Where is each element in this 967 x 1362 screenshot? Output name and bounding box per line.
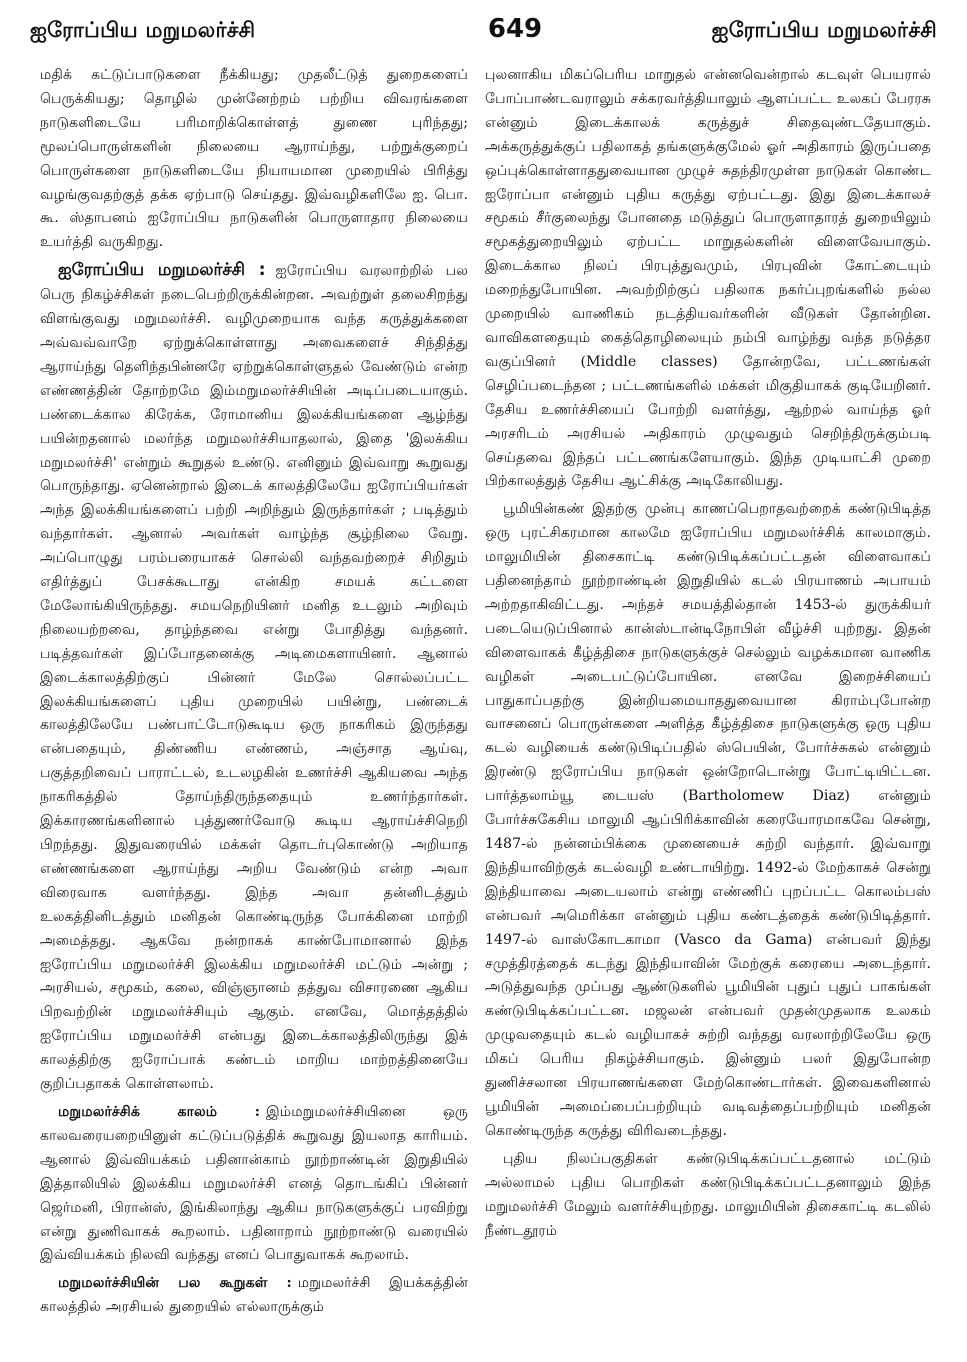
page-header — [30, 14, 937, 54]
page-number: 649 — [487, 14, 543, 44]
paragraph-continued: மதிக் கட்டுப்பாடுகளை நீக்கியது; முதலீட்டுத் துறைகளைப் பெருக்கியது; தொழில் முன்னேற்றம் பற்றிய விவரங்களை நாடுகளிடையே பரிமாறிக்கொள்ளத் துணை புரிந்தது; மூலப்பொருள்களின் நிலையை ஆராய்ந்து, பற்றுக்குறைப் பொருள்களை நாடுகளிடையே நியாயமான முறையில் பிரித்து வழங்குவதற்குத் தக்க ஏற்பாடு செய்தது. இவ்வழிகளிலே ஐ. பொ. கூ. ஸ்தாபனம் ஐரோப்பிய நாடுகளின் பொருளாதார நிலையை உயர்த்தி வருகிறது. — [40, 67, 468, 251]
paragraph-new-lands: புதிய நிலப்பகுதிகள் கண்டுபிடிக்கப்பட்டதனால் மட்டும் அல்லாமல் புதிய பொறிகள் கண்டுபிடிக்கப்பட்டதனாலும் இந்த மறுமலர்ச்சி மேலும் வளர்ச்சியுற்றது. மாலுமியின் திசைகாட்டி கடலில் நீண்டதூரம் — [485, 1150, 931, 1239]
section-european-renaissance — [40, 259, 468, 1097]
subsection-heading: மறுமலர்ச்சியின் பல கூறுகள் : — [58, 1275, 292, 1292]
right-column — [485, 64, 931, 1354]
paragraph-discoveries: பூமியின்கண் இதற்கு முன்பு காணப்பெறாதவற்றைக் கண்டுபிடித்த ஒரு புரட்சிகரமான காலமே ஐரோப்பிய மறுமலர்ச்சிக் காலமாகும். மாலுமியின் திசைகாட்டி கண்டுபிடிக்கப்பட்டதன் விளைவாகப் பதினைந்தாம் நூற்றாண்டின் இறுதியில் கடல் பிரயாணம் அபாயம் அற்றதாகிவிட்டது. அந்தச் சமயத்தில்தான் 1453-ல் துருக்கியர் படையெடுப்பினால் கான்ஸ்டான்டிநோபிள் வீழ்ச்சி யுற்றது. இதன் விளைவாகக் கீழ்த்திசை நாடுகளுக்குச் செல்லும் வழக்கமான வாணிக வழிகள் அடைபட்டுப்போயின. எனவே இறைச்சியைப் பாதுகாப்பதற்கு இன்றியமையாததுவையான கிராம்புபோன்ற வாசனைப் பொருள்களை அளித்த கீழ்த்திசை நாடுகளுக்கு ஒரு புதிய கடல் வழியைக் கண்டுபிடிப்பதில் ஸ்பெயின், போர்ச்சுகல் என்னும் இரண்டு ஐரோப்பிய நாடுகள் ஒன்றோடொன்று போட்டியிட்டன. பார்த்தலாம்யூ டையஸ் (Bartholomew Diaz) என்னும் போர்ச்சுகேசிய மாலுமி ஆப்பிரிக்காவின் கரையோரமாகவே சென்று, 1487-ல் நன்னம்பிக்கை முனையைச் சுற்றி வந்தார். இவ்வாறு இந்தியாவிற்குக் கடல்வழி உண்டாயிற்று. 1492-ல் மேற்காகச் சென்று இந்தியாவை அடையலாம் என்று எண்ணிப் புறப்பட்ட கொலம்பஸ் என்பவர் அமெரிக்கா என்னும் புதிய கண்டத்தைக் கண்டுபிடித்தார். 1497-ல் வாஸ்கோடகாமா (Vasco da Gama) என்பவர் இந்து சமுத்திரத்தைக் கடந்து இந்தியாவின் மேற்குக் கரையை அடைந்தார். அடுத்துவந்த முப்பது ஆண்டுகளில் பூமியின் புதுப் புதுப் பாகங்கள் கண்டுபிடிக்கப்பட்டன. மஜலன் என்பவர் முதன்முதலாக உலகம் முழுவதையும் கடல் வழியாகச் சுற்றி வந்தது வரலாற்றிலேயே ஒரு மிகப் பெரிய நிகழ்ச்சியாகும். இன்னும் பலர் இதுபோன்ற துணிச்சலான பிரயாணங்களை மேற்கொண்டார்கள். இவைகளினால் பூமியின் அமைப்பைப்பற்றியும் வடிவத்தைப்பற்றியும் மனிதன் கொண்டிருந்த கருத்து விரிவடைந்தது. — [485, 501, 931, 1139]
subsection-text: இம்மறுமலர்ச்சியினை ஒரு காலவரையறையினுள் கட்டுப்படுத்திக் கூறுவது இயலாத காரியம். ஆனால் இவ்வியக்கம் பதினான்காம் நூற்றாண்டின் இறுதியில் இத்தாலியில் இலக்கிய மறுமலர்ச்சி எனத் தொடங்கிப் பின்னர் ஜெர்மனி, பிரான்ஸ், இங்கிலாந்து ஆகிய நாடுகளுக்குப் பரவிற்று என்று துணிவாகக் கூறலாம். பதினாறாம் நூற்றாண்டு வரையில் இவ்வியக்கம் நிலவி வந்தது எனப் பொதுவாகக் கூறலாம். — [40, 1103, 468, 1264]
running-title-right: ஐரோப்பிய மறுமலர்ச்சி — [711, 18, 937, 42]
section-heading: ஐரோப்பிய மறுமலர்ச்சி : — [58, 260, 266, 281]
subsection-heading: மறுமலர்ச்சிக் காலம் : — [58, 1103, 260, 1120]
left-column — [40, 64, 468, 1354]
section-renaissance-period — [40, 1101, 468, 1268]
paragraph-continued: புலனாகிய மிகப்பெரிய மாறுதல் என்னவென்றால் கடவுள் பெயரால் போப்பாண்டவராலும் சக்கரவர்த்தியாலும் ஆளப்பட்ட உலகப் பேரரசு என்னும் இடைக்காலக் கருத்துச் சிதைவுண்டதேயாகும். அக்கருத்துக்குப் பதிலாகத் தங்களுக்குமேல் ஓர் அதிகாரம் இருப்பதை ஒப்புக்கொள்ளாததுவையான முழுச் சுதந்திரமுள்ள நாடுகள் கொண்ட ஐரோப்பா என்னும் புதிய கருத்து ஏற்பட்டது. இது இடைக்காலச் சமூகம் சீர்குலைந்து போனதை மடுத்துப் பொருளாதாரத் துறையிலும் சமூகத்துறையிலும் ஏற்பட்ட மாறுதல்களின் விளைவேயாகும். இடைக்கால நிலப் பிரபுத்துவமும், பிரபுவின் கோட்டையும் மறைந்துபோயின. அவற்றிற்குப் பதிலாக நகர்ப்புறங்களில் நல்ல முறையில் வாணிகம் நடத்தியவர்களின் வீடுகள் தோன்றின. வாவிகளதையும் கைத்தொழிலையும் நம்பி வாழ்ந்து வந்த நடுத்தர வகுப்பினர் (Middle classes) தோன்றவே, பட்டணங்கள் செழிப்படைந்தன ; பட்டணங்களில் மக்கள் மிகுதியாகக் குடியேறினர். தேசிய உணர்ச்சியைப் போற்றி வளர்த்து, ஆற்றல் வாய்ந்த ஓர் அரசரிடம் அரசியல் அதிகாரம் முழுவதும் செறிந்திருக்கும்படி செய்தவை இந்தப் பட்டணங்களேயாகும். இந்த முடியாட்சி முறை பிற்காலத்துத் தேசிய ஆட்சிக்கு அடிகோலியது. — [485, 67, 931, 490]
section-text: ஐரோப்பிய வரலாற்றில் பல பெரு நிகழ்ச்சிகள் நடைபெற்றிருக்கின்றன. அவற்றுள் தலைசிறந்து விளங்குவது மறுமலர்ச்சி. வழிமுறையாக வந்த கருத்துக்களை அவ்வவ்வாறே ஏற்றுக்கொள்ளாது அவைகளைச் சிந்தித்து ஆராய்ந்து தெளிந்தபின்னரே ஏற்றுக்கொள்ளுதல் வேண்டும் என்ற எண்ணத்தின் தோற்றமே இம்மறுமலர்ச்சியின் அடிப்படையாகும். பண்டைக்கால கிரேக்க, ரோமானிய இலக்கியங்களை ஆழ்ந்து பயின்றதனால் மலர்ந்த மறுமலர்ச்சியாதலால், இதை 'இலக்கிய மறுமலர்ச்சி' என்றும் கூறுதல் உண்டு. எனினும் இவ்வாறு கூறுவது பொருந்தாது. ஏனென்றால் இடைக் காலத்திலேயே ஐரோப்பியர்கள் அந்த இலக்கியங்களைப் பற்றி அறிந்தும் இருந்தார்கள் ; படித்தும் வந்தார்கள். ஆனால் அவர்கள் வாழ்ந்த சூழ்நிலை வேறு. அப்பொழுது பரம்பரையாகச் சொல்லி வந்தவற்றைச் சிறிதும் எதிர்த்துப் பேசக்கூடாது என்கிற சமயக் கட்டளை மேலோங்கியிருந்தது. சமயநெறியினர் மனித உடலும் அறிவும் நிலையற்றவை, தாழ்ந்தவை என்று போதித்து வந்தனர். படித்தவர்கள் இப்போதனைக்கு அடிமைகளாயினர். ஆனால் இடைக்காலத்திற்குப் பின்னர் மேலே சொல்லப்பட்ட இலக்கியங்களைப் புதிய முறையில் பயின்று, பண்டைக் காலத்திலேயே பண்பாட்டோடுகூடிய ஒரு நாகரிகம் இருந்தது என்பதையும், திண்ணிய எண்ணம், அஞ்சாத ஆய்வு, பகுத்தறிவைப் பாராட்டல், உடலழகின் உணர்ச்சி ஆகியவை அந்த நாகரிகத்தில் தோய்ந்திருந்ததையும் உணர்ந்தார்கள். இக்காரணங்களினால் புத்துணர்வோடு கூடிய ஆராய்ச்சிநெறி பிறந்தது. இதுவரையில் மக்கள் தொடர்புகொண்டு அறியாத எண்ணங்களை ஆராய்ந்து அறிய வேண்டும் என்ற அவா விரைவாக வளர்ந்தது. இந்த அவா தன்னிடத்தும் உலகத்தினிடத்தும் மனிதன் கொண்டிருந்த போக்கினை மாற்றி அமைத்தது. ஆகவே நன்றாகக் காண்போமானால் இந்த ஐரோப்பிய மறுமலர்ச்சி இலக்கிய மறுமலர்ச்சி மட்டும் அன்று ; அரசியல், சமூகம், கலை, விஞ்ஞானம் தத்துவ விசாரணை ஆகிய பிறவற்றின் மறுமலர்ச்சியும் ஆகும். எனவே, மொத்தத்தில் ஐரோப்பிய மறுமலர்ச்சி என்பது இடைக்காலத்திலிருந்து இக் காலத்திற்கு ஐரோப்பாக் கண்டம் மாறிய மாற்றத்தினையே குறிப்பதாகக் கொள்ளலாம். — [40, 263, 468, 1093]
subsection-text: மறுமலர்ச்சி இயக்கத்தின் காலத்தில் அரசியல் துறையில் எல்லாருக்கும் — [40, 1275, 468, 1316]
section-renaissance-aspects — [40, 1272, 468, 1320]
running-title-left: ஐரோப்பிய மறுமலர்ச்சி — [30, 18, 256, 42]
